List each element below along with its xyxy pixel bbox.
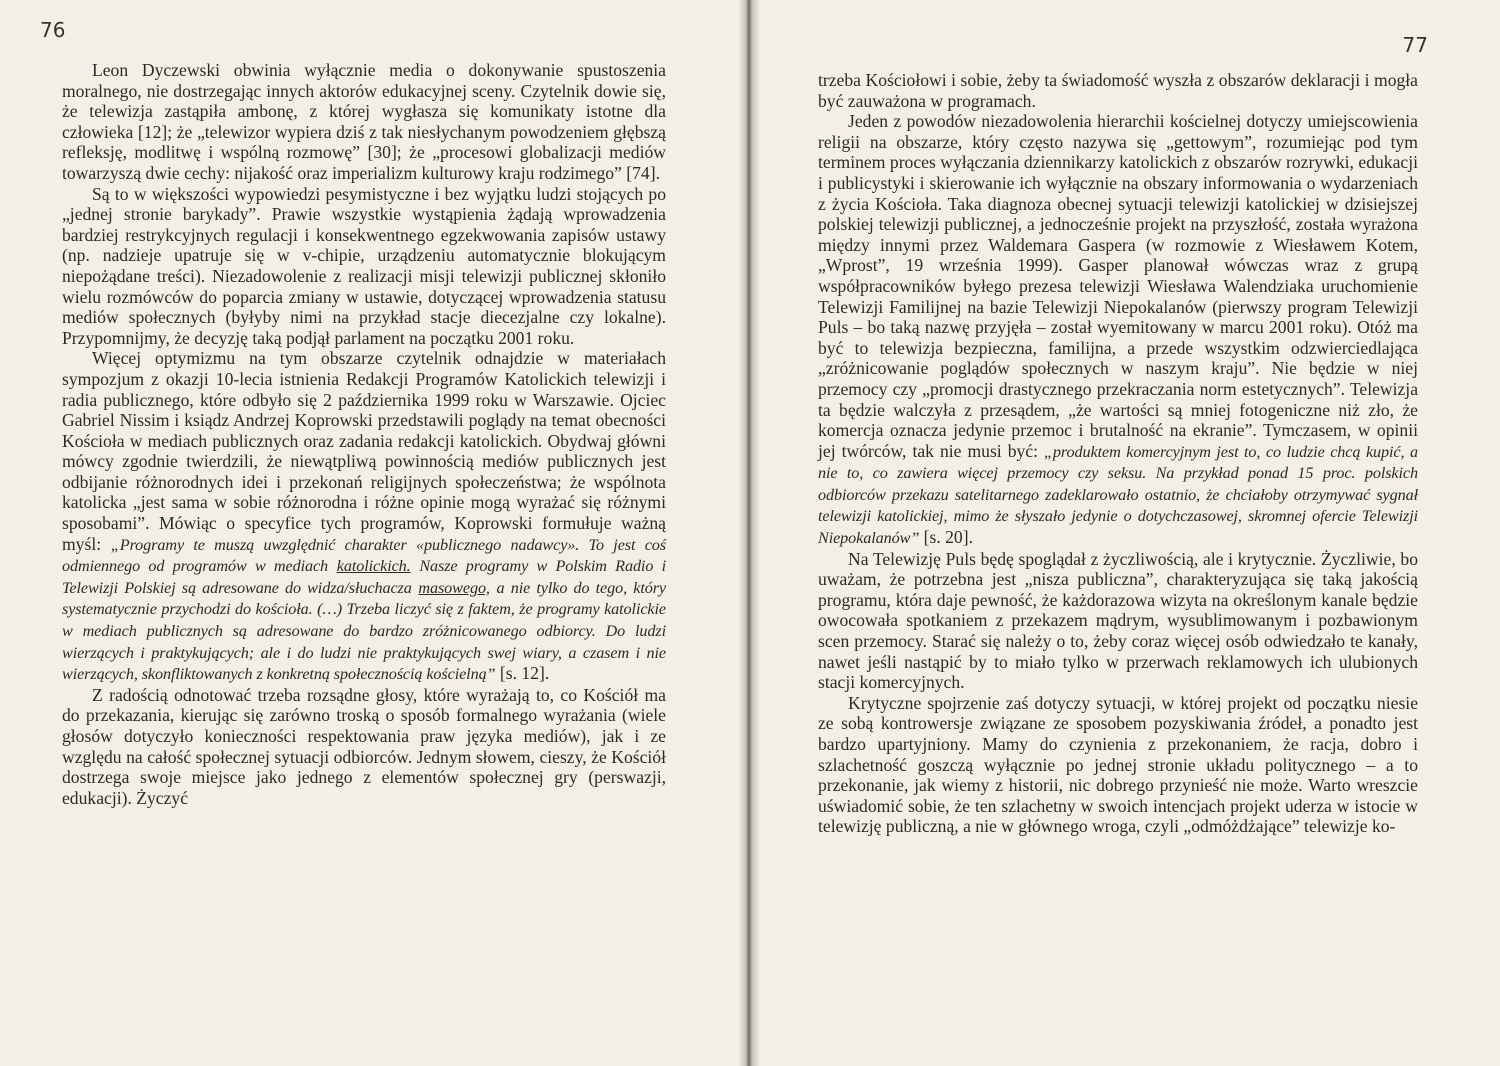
paragraph: Z radością odnotować trzeba rozsądne głosy, które wyrażają to, co Kościół ma do przekazania, kierując się zarówno troską o sposób formalnego wyrażania (wiele głosów dotyczyło konieczności respektowania praw języka mediów), jak i ze względu na całość społecznej sytuacji odbiorców. Jednym słowem, cieszy, że Kościół dostrzega swoje miejsce jako jednego z elementów społecznej gry (perswazji, edukacji). Życzyć	[62, 684, 666, 808]
paragraph: Są to w większości wypowiedzi pesymistyczne i bez wyjątku ludzi stojących po „jednej stronie barykady”. Prawie wszystkie wystąpienia żądają wprowadzenia bardziej restrykcyjnych regulacji i konsekwentnego egzekwowania zapisów ustawy (np. nadzieje upatruje się w v-chipie, urządzeniu automatycznie blokującym niepożądane treści). Niezadowolenie z realizacji misji telewizji publicznej skłoniło wielu rozmówców do poparcia zmiany w ustawie, dotyczącej wprowadzenia statusu mediów społecznych (byłyby nimi na przykład stacje diecezjalne czy lokalne). Przypomnijmy, że decyzję taką podjął parlament na początku 2001 roku.	[62, 183, 666, 348]
quotation: Nasze programy w Polskim Radio i Telewizji Polskiej są adresowane do widza/słuchacza	[62, 557, 666, 597]
quotation: „produktem komercyjnym jest to, co ludzie chcą kupić, a nie to, co zawiera więcej przemocy czy seksu. Na przykład ponad 15 proc. polskich odbiorców przekazu satelitarnego zadeklarowało ostatnio, że chciałoby otrzymywać sygnał telewizji katolickiej, mimo że słyszało jedynie o dotychczasowej, skromnej ofercie Telewizji Niepokalanów”	[818, 442, 1419, 548]
paragraph	[818, 111, 1418, 548]
underlined-word: masowego,	[418, 578, 490, 597]
left-page-body	[62, 60, 666, 808]
right-page	[752, 0, 1500, 1066]
citation: [s. 20].	[919, 527, 973, 548]
quotation: a nie tylko do tego, który systematycznie przychodzi do kościoła. (…) Trzeba liczyć się z faktem, że programy katolickie w mediach publicznych są adresowane do bardzo zróżnicowanego odbiorcy. Do ludzi wierzących i praktykujących; ale i do ludzi nie praktykujących swej wiary, a czasem i nie wierzących, skonfliktowanych z konkretną społecznością kościelną”	[62, 578, 667, 684]
left-page	[0, 0, 745, 1066]
paragraph: Na Telewizję Puls będę spoglądał z życzliwością, ale i krytycznie. Życzliwie, bo uważam, że potrzebna jest „nisza publiczna”, charakteryzująca się taką jakością programu, która daje pewność, że każdorazowa wizyta na określonym kanale będzie owocowała spotkaniem z przekazem mądrym, wysublimowanym i pozbawionym scen przemocy. Starać się należy o to, żeby coraz więcej osób odwiedzało te kanały, nawet jeśli nastąpić by to miało tylko w przerwach reklamowych ich ulubionych stacji komercyjnych.	[818, 548, 1418, 693]
paragraph	[62, 348, 666, 685]
quotation: „Programy te muszą uwzględnić charakter «publicznego nadawcy». To jest coś odmiennego od programów w mediach	[62, 535, 666, 576]
paragraph: trzeba Kościołowi i sobie, żeby ta świadomość wyszła z obszarów deklaracji i mogła być zauważona w programach.	[818, 70, 1418, 111]
paragraph: Leon Dyczewski obwinia wyłącznie media o dokonywanie spustoszenia moralnego, nie dostrzegając innych aktorów edukacyjnej sceny. Czytelnik dowie się, że telewizja zastąpiła ambonę, z której wygłasza się komunikaty istotne dla człowieka [12]; że „telewizor wypiera dziś z tak niesłychanym powodzeniem głębszą refleksję, modlitwę i wspólną rozmowę” [30]; że „procesowi globalizacji mediów towarzyszą dwie cechy: nijakość oraz imperializm kulturowy kraju rodzimego” [74].	[62, 60, 666, 183]
underlined-word: katolickich.	[336, 557, 411, 576]
paragraph-text: Więcej optymizmu na tym obszarze czytelnik odnajdzie w materiałach sympozjum z okazji 10-lecia istnienia Redakcji Programów Katolickich telewizji i radia publicznego, które odbyło się 2 października 1999 roku w Warszawie. Ojciec Gabriel Nissim i ksiądz Andrzej Koprowski przedstawili poglądy na temat obecności Kościoła w mediach publicznych oraz zadania redakcji katolickich. Obydwaj główni mówcy zgodnie twierdzili, że niewątpliwą powinnością mediów publicznych jest odbijanie różnorodnych idei i przekonań religijnych społeczeństwa; że wspólnota katolicka „jest sama w sobie różnorodna i różne opinie mogą wyrażać się różnymi sposobami”. Mówiąc o specyfice tych programów, Koprowski formułuje ważną myśl:	[62, 348, 666, 554]
right-page-body	[818, 70, 1418, 837]
paragraph: Krytyczne spojrzenie zaś dotyczy sytuacji, w której projekt od początku niesie ze sobą kontrowersje związane ze sposobem pozyskiwania źródeł, a ponadto jest bardzo upartyjniony. Mamy do czynienia z przekonaniem, że racja, dobro i szlachetność goszczą wyłącznie po jednej stronie układu politycznego – a to przekonanie, jak wiemy z historii, nic dobrego przynieść nie może. Warto wreszcie uświadomić sobie, że ten szlachetny w swoich intencjach projekt uderza w istocie w telewizję publiczną, a nie w głównego wroga, czyli „odmóżdżające” telewizje ko-	[818, 692, 1418, 837]
page-number-left: 76	[40, 18, 66, 42]
page-number-right: 77	[1402, 33, 1428, 57]
citation: [s. 12].	[495, 663, 550, 684]
paragraph-text: Jeden z powodów niezadowolenia hierarchii kościelnej dotyczy umiejscowienia religii na obszarze, który często nazywa się „gettowym”, rozumiejąc pod tym terminem proces wyłączania dziennikarzy katolickich z obszarów rozrywki, edukacji i publicystyki i skierowanie ich wyłącznie na obszary informowania o wydarzeniach z życia Kościoła. Taka diagnoza obecnej sytuacji telewizji katolickiej w dzisiejszej polskiej telewizji publicznej, a jednocześnie projekt na przyszłość, została wyrażona między innymi przez Waldemara Gaspera (w rozmowie z Wiesławem Kotem, „Wprost”, 19 września 1999). Gasper planował wówczas wraz z grupą współpracowników byłego prezesa telewizji Wiesława Walendziaka uruchomienie Telewizji Familijnej na bazie Telewizji Niepokalanów (pierwszy program Telewizji Puls – bo taką nazwę przyjęła – został wyemitowany w marcu 2001 roku). Otóż ma być to telewizja bezpieczna, familijna, a przede wszystkim odzwierciedlająca „zróżnicowanie poglądów społecznych w naszym kraju”. Nie będzie w niej przemocy czy „promocji drastycznego przekraczania norm estetycznych”. Telewizja ta będzie walczyła z przesądem, „że wartości są mniej fotogeniczne niż zło, że komercja oznacza jedynie przemoc i brutalność na ekranie”. Tymczasem, w opinii jej twórców, tak nie musi być:	[818, 111, 1418, 461]
